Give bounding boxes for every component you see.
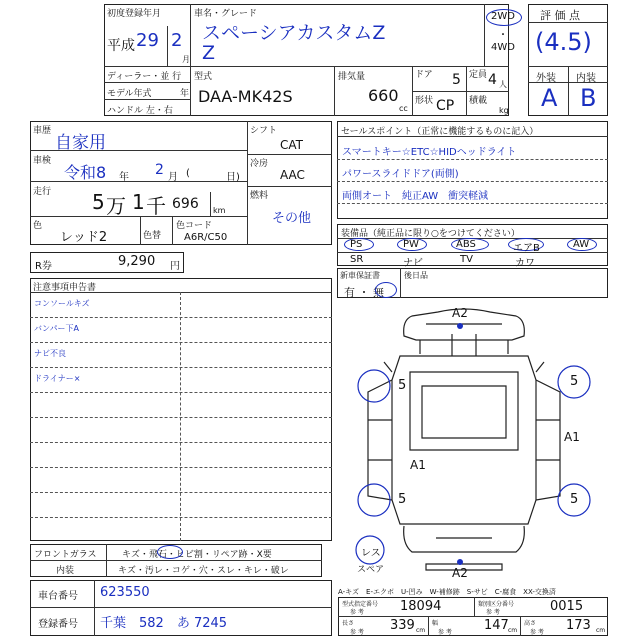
front-glass-value: キズ・飛石・ヒビ割・リペア跡・X要 (122, 550, 272, 560)
displacement-value: 660 (368, 86, 399, 105)
front-glass-label: フロントガラス (34, 550, 97, 560)
inspection-month: 2 (155, 162, 164, 178)
usage-value: 自家用 (55, 133, 106, 153)
mileage-label: 走行 (33, 187, 52, 197)
capacity-unit: 人 (499, 80, 507, 89)
model-year-unit: 年 (180, 89, 190, 99)
model-grade-label: 車名・グレード (194, 9, 258, 19)
equipment-item: AW (573, 239, 590, 250)
displacement-unit: cc (399, 104, 408, 113)
mileage-man-unit: 万 (106, 194, 126, 218)
sales-point-line: スマートキー☆ETC☆HIDヘッドライト (342, 147, 517, 158)
color-code-value: A6R/C50 (184, 232, 228, 243)
inspection-day-unit: 日) (226, 172, 240, 183)
notes-title: 注意事項申告書 (33, 283, 97, 293)
front-glass-circle (157, 545, 183, 559)
width-value: 147 (484, 618, 509, 633)
length-ref: 参 考 (350, 629, 364, 636)
handle-label: ハンドル 左・右 (107, 106, 173, 116)
exterior-label: 外装 (536, 73, 556, 84)
equipment-item: TV (460, 254, 473, 265)
drive-2wd: 2WD (491, 11, 515, 22)
damage-mark: A2 (452, 566, 468, 580)
type-label: 型式 (194, 72, 213, 82)
mileage-rest: 696 (172, 196, 199, 212)
equipment-item: SR (350, 254, 364, 265)
drive-4wd: 4WD (491, 42, 515, 53)
class-value: 0015 (550, 599, 584, 614)
mileage-sen-unit: 千 (146, 194, 166, 218)
fuel-value: その他 (272, 211, 312, 226)
interior-glass-label: 内装 (56, 566, 75, 576)
capacity-value: 4 (488, 72, 497, 88)
shift-value: CAT (280, 138, 303, 152)
height-unit: cm (596, 627, 606, 634)
interior-glass-value: キズ・汚レ・コゲ・穴・スレ・キレ・破レ (118, 566, 289, 576)
equipment-item: エアB (513, 243, 540, 254)
damage-mark: 5 (570, 492, 579, 507)
equipment-item: PS (350, 239, 363, 250)
first-reg-year: 29 (136, 30, 159, 51)
plate-label: 登録番号 (38, 619, 78, 630)
capacity-label: 定員 (469, 70, 488, 80)
chassis-value: 623550 (100, 585, 150, 600)
equipment-title: 装備品（純正品に限り○をつけてください） (341, 229, 520, 239)
class-label: 類別区分番号 (478, 601, 515, 608)
shape-label: 形状 (415, 96, 434, 106)
warranty-circle (375, 282, 397, 298)
mileage-unit: km (213, 206, 226, 215)
color-change-label: 色替 (143, 231, 162, 241)
color-label: 色 (33, 221, 43, 231)
model-year-label: モデル年式 (107, 89, 152, 99)
model-name: スペーシアカスタムZ (202, 22, 386, 44)
load-unit: kg (499, 106, 509, 115)
era-label: 平成 (107, 38, 135, 54)
height-ref: 参 考 (530, 629, 544, 636)
height-label: 高さ (524, 620, 537, 627)
length-value: 339 (390, 618, 415, 633)
length-label: 長さ (342, 620, 355, 627)
inspection-year-unit: 年 (119, 172, 129, 183)
sales-point-line: 両側オート 純正AW 衝突軽減 (342, 191, 489, 202)
damage-mark: A1 (410, 458, 426, 472)
inspection-month-unit: 月 (168, 172, 178, 183)
damage-mark: A2 (452, 306, 468, 320)
month-unit: 月 (182, 55, 190, 64)
recycle-value: 9,290 (118, 254, 156, 269)
spare-label: スペア (357, 565, 385, 575)
ac-label: 冷房 (250, 159, 269, 169)
class-ref: 参 考 (486, 609, 500, 616)
note-item: バンパー下A (34, 324, 79, 333)
note-item: ドライナー× (34, 374, 81, 383)
record-label: 後日品 (404, 271, 428, 280)
equipment-item: ABS (456, 239, 476, 250)
inspection-day-paren: ( (186, 168, 190, 179)
type-cat-ref: 参 考 (350, 609, 364, 616)
recycle-unit: 円 (170, 261, 180, 272)
damage-mark: 5 (398, 378, 407, 393)
fuel-label: 燃料 (250, 191, 269, 201)
note-item: ナビ不良 (34, 349, 66, 358)
shape-value: CP (436, 98, 455, 114)
door-value: 5 (452, 72, 461, 88)
score-value: (4.5) (535, 28, 592, 56)
type-cat-value: 18094 (400, 599, 442, 614)
width-unit: cm (508, 627, 518, 634)
first-reg-month: 2 (171, 30, 183, 51)
color-code-label: 色コード (176, 221, 213, 231)
equipment-item: PW (403, 239, 419, 250)
first-reg-label: 初度登録年月 (107, 9, 162, 19)
width-label: 幅 (432, 620, 439, 627)
shift-label: シフト (250, 126, 278, 136)
drive-dot: ・ (498, 30, 508, 41)
interior-label: 内装 (576, 73, 596, 84)
displacement-label: 排気量 (338, 72, 366, 82)
recycle-block (30, 252, 184, 273)
chassis-label: 車台番号 (38, 591, 78, 602)
inspection-label: 車検 (33, 156, 52, 166)
ac-value: AAC (280, 168, 305, 182)
warranty-label: 新車保証書 (340, 271, 380, 280)
damage-mark: 5 (570, 374, 579, 389)
damage-legend: A-キズ E-エクボ U-凹み W-補修跡 S-サビ C-腐食 XX-交換済 (338, 588, 556, 596)
damage-mark: A1 (564, 430, 580, 444)
note-item: コンソールキズ (34, 299, 90, 308)
equipment-item: ナビ (403, 258, 423, 269)
height-value: 173 (566, 618, 591, 633)
recycle-label: R券 (35, 261, 52, 272)
type-cat-label: 型式指定番号 (342, 601, 379, 608)
grade: Z (202, 42, 216, 64)
load-label: 積載 (469, 96, 488, 106)
usage-label: 車歴 (33, 126, 52, 136)
equipment-item: カワ (515, 258, 535, 269)
width-ref: 参 考 (438, 629, 452, 636)
length-unit: cm (416, 627, 426, 634)
door-label: ドア (415, 70, 433, 80)
spare-resu: レス (361, 548, 381, 559)
mileage-sen: 1 (132, 190, 145, 214)
score-label: 評 価 点 (540, 9, 580, 22)
interior-grade: B (580, 84, 597, 112)
mileage-man: 5 (92, 190, 105, 214)
exterior-grade: A (541, 84, 558, 112)
sales-point-line: パワースライドドア(両側) (342, 169, 459, 180)
warranty-value: 有 ・ 無 (344, 286, 384, 299)
damage-mark: 5 (398, 492, 407, 507)
inspection-era: 令和8 (64, 163, 107, 182)
sales-points-title: セールスポイント（正常に機能するものに記入） (341, 127, 539, 137)
color-value: レッド2 (60, 230, 108, 245)
plate-value: 千葉 582 あ 7245 (100, 616, 228, 631)
type-value: DAA-MK42S (198, 87, 293, 106)
dealer-label: ディーラー・並 行 (107, 72, 182, 82)
